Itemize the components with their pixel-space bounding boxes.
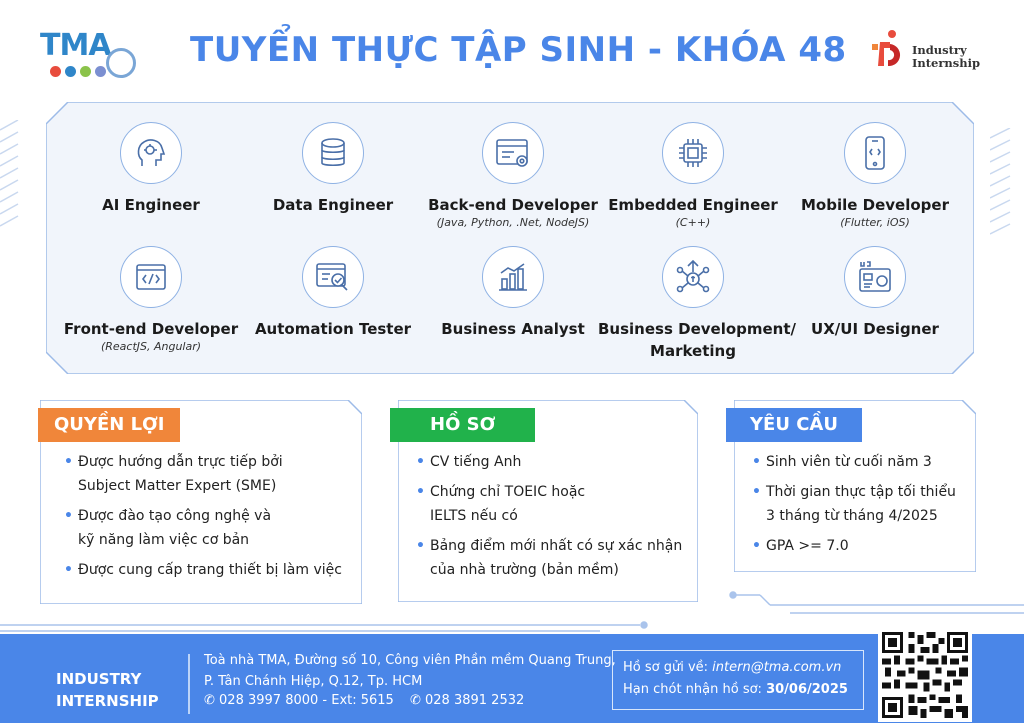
requirement-item: • Sinh viên từ cuối năm 3 xyxy=(752,450,966,474)
tma-logo xyxy=(40,28,140,82)
requirement-item: • Thời gian thực tập tối thiểu 3 tháng từ tháng 4/2025 xyxy=(752,480,966,528)
industry-internship-mark-icon xyxy=(870,28,906,70)
position-stack: (C++) xyxy=(675,216,711,229)
position-ai-engineer xyxy=(56,122,246,216)
position-stack: (Java, Python, .Net, NodeJS) xyxy=(436,216,590,229)
requirement-item: • GPA >= 7.0 xyxy=(752,534,966,558)
ux-ui-icon xyxy=(856,259,894,295)
requirements-list xyxy=(752,450,966,564)
position-name: Business Development/ xyxy=(598,320,797,338)
documents-box xyxy=(398,400,698,602)
positions-panel xyxy=(46,102,974,374)
benefit-item: • Được đào tạo công nghệ và kỹ năng làm việc cơ bản xyxy=(64,504,352,552)
chip-icon xyxy=(675,135,711,171)
phone-icon: ✆ xyxy=(409,693,426,708)
bar-chart-icon xyxy=(495,259,531,295)
code-window-icon xyxy=(133,260,169,294)
qr-code-icon xyxy=(882,632,968,718)
database-icon xyxy=(315,135,351,171)
submit-line: Hồ sơ gửi về: intern@tma.com.vn xyxy=(623,660,842,675)
benefits-list xyxy=(64,450,352,588)
hatch-decoration-right xyxy=(990,128,1014,248)
deadline-date: 30/06/2025 xyxy=(766,682,848,697)
circuit-lines-decoration xyxy=(0,585,1024,635)
industry-internship-text: Industry Internship xyxy=(912,43,981,70)
position-name: Embedded Engineer xyxy=(608,196,778,214)
page-title: TUYỂN THỰC TẬP SINH - KHÓA 48 xyxy=(190,30,847,70)
test-checklist-icon xyxy=(314,259,352,295)
deadline-line: Hạn chót nhận hồ sơ: 30/06/2025 xyxy=(623,682,848,697)
footer-phones xyxy=(204,691,536,711)
phone-1: ✆ 028 3997 8000 - Ext: 5615 xyxy=(204,693,394,708)
position-stack: (ReactJS, Angular) xyxy=(100,340,202,353)
position-name: Back-end Developer xyxy=(428,196,598,214)
tma-logo-text: TMA xyxy=(40,28,111,63)
position-ux-ui-designer xyxy=(780,246,970,340)
phone-icon: ✆ xyxy=(204,693,220,708)
benefit-item: • Được hướng dẫn trực tiếp bởi Subject Matter Expert (SME) xyxy=(64,450,352,498)
requirements-title: YÊU CẦU xyxy=(726,408,862,442)
position-name: Data Engineer xyxy=(272,196,394,214)
hatch-decoration-left xyxy=(0,120,22,240)
mobile-icon xyxy=(859,134,891,172)
contact-box xyxy=(612,650,864,710)
documents-title: HỒ SƠ xyxy=(390,408,535,442)
footer-address: Toà nhà TMA, Đường số 10, Công viên Phần mềm Quang Trung, P. Tân Chánh Hiệp, Q.12, Tp. HCM xyxy=(204,653,616,689)
industry-internship-logo xyxy=(870,26,990,76)
position-mobile-developer xyxy=(780,122,970,230)
position-stack: (Flutter, iOS) xyxy=(840,216,910,229)
benefits-title: QUYỀN LỢI xyxy=(38,408,180,442)
benefits-box xyxy=(40,400,362,604)
submit-email[interactable]: intern@tma.com.vn xyxy=(712,660,842,675)
position-data-engineer xyxy=(238,122,428,216)
document-item: • Bảng điểm mới nhất có sự xác nhận của nhà trường (bản mềm) xyxy=(416,534,688,582)
position-name: Front-end Developer xyxy=(63,320,239,338)
server-window-icon xyxy=(494,135,532,171)
position-name: AI Engineer xyxy=(102,196,200,214)
position-name: Mobile Developer xyxy=(801,196,949,214)
requirements-box xyxy=(734,400,976,572)
document-item: • Chứng chỉ TOEIC hoặc IELTS nếu có xyxy=(416,480,688,528)
documents-list xyxy=(416,450,688,588)
document-item: • CV tiếng Anh xyxy=(416,450,688,474)
position-embedded-engineer xyxy=(598,122,788,230)
position-name: Automation Tester xyxy=(254,320,412,338)
logo-dots xyxy=(50,66,106,77)
position-automation-tester xyxy=(238,246,428,340)
globe-icon xyxy=(106,48,136,78)
ai-head-icon xyxy=(132,134,170,172)
position-frontend-developer xyxy=(56,246,246,354)
position-name-line2: Marketing xyxy=(650,342,736,360)
growth-network-icon xyxy=(674,258,712,296)
position-backend-developer xyxy=(418,122,608,230)
position-name: UX/UI Designer xyxy=(811,320,939,338)
qr-code[interactable] xyxy=(878,628,972,722)
footer xyxy=(0,634,1024,723)
phone-2: ✆ 028 3891 2532 xyxy=(409,693,525,708)
position-name: Business Analyst xyxy=(441,320,585,338)
position-business-analyst xyxy=(418,246,608,340)
benefit-item: • Được cung cấp trang thiết bị làm việc xyxy=(64,558,352,582)
footer-brand: INDUSTRY INTERNSHIP xyxy=(56,670,159,710)
footer-divider xyxy=(188,654,190,714)
position-business-development xyxy=(598,246,797,362)
